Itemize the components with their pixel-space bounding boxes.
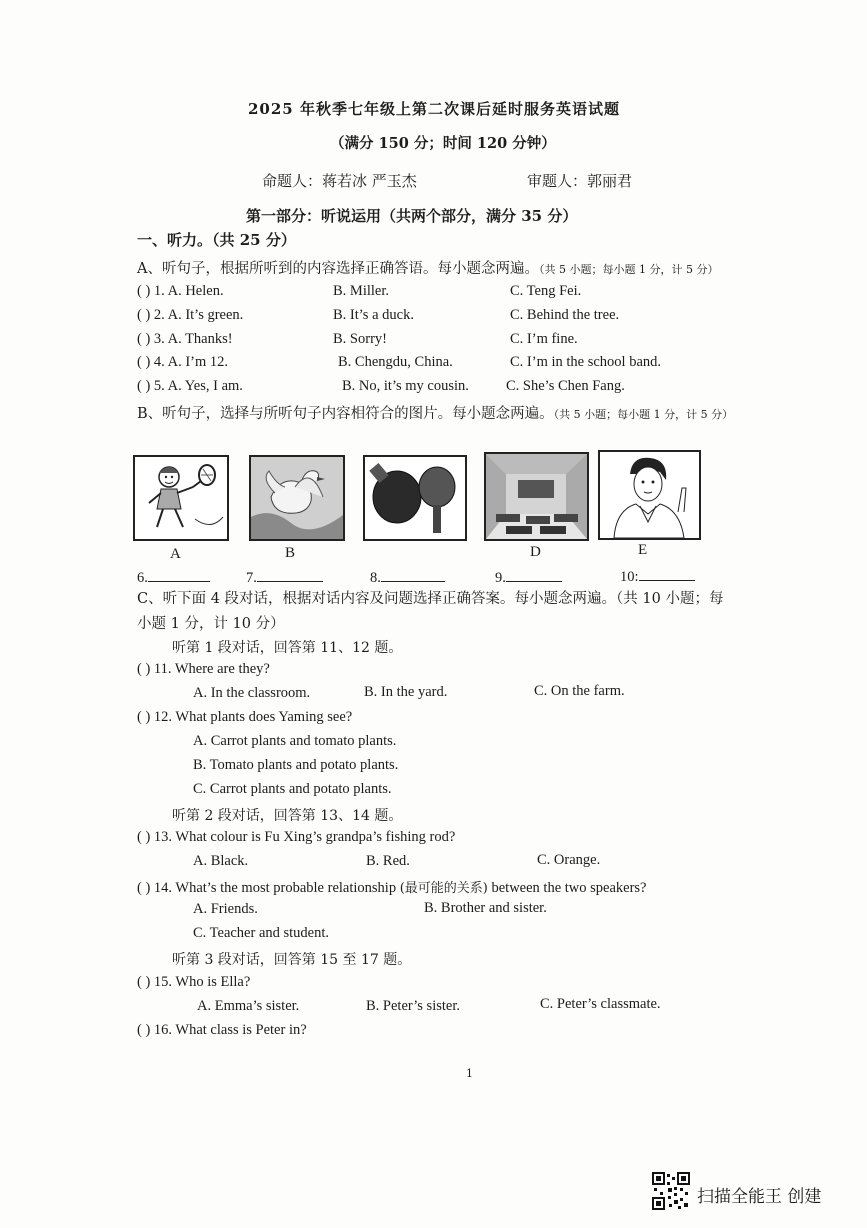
q4-option-b: B. Chengdu, China. bbox=[338, 354, 453, 370]
q14-chinese-gloss: (最可能的关系) bbox=[399, 881, 488, 896]
q3-option-c: C. I’m fine. bbox=[510, 331, 578, 347]
section-b-note: （共 5 小题；每小题 1 分，计 5 分） bbox=[553, 408, 734, 421]
q14-stem-start: ( ) 14. What’s the most probable relationship bbox=[137, 880, 397, 896]
q3-stem: ( ) 3. A. Thanks! bbox=[137, 331, 233, 347]
picture-label-b: B bbox=[285, 545, 296, 561]
picture-label-d: D bbox=[530, 544, 541, 560]
blank-10-label: 10: bbox=[620, 569, 639, 585]
q5-option-c: C. She’s Chen Fang. bbox=[506, 378, 625, 394]
q13-option-b: B. Red. bbox=[366, 853, 410, 869]
q3-option-b: B. Sorry! bbox=[333, 331, 387, 347]
q11-stem: ( ) 11. Where are they? bbox=[137, 661, 270, 677]
q2-option-b: B. It’s a duck. bbox=[333, 307, 414, 323]
blank-7-label: 7. bbox=[246, 570, 257, 586]
section-a-instruction bbox=[137, 257, 718, 278]
q15-stem: ( ) 15. Who is Ella? bbox=[137, 974, 251, 990]
blank-6-label: 6. bbox=[137, 570, 148, 586]
picture-label-a: A bbox=[170, 546, 181, 562]
dialog-1-heading: 听第 1 段对话，回答第 11、12 题。 bbox=[172, 640, 403, 656]
picture-b-duck bbox=[249, 455, 345, 541]
q11-option-b: B. In the yard. bbox=[364, 684, 448, 700]
q12-option-c: C. Carrot plants and potato plants. bbox=[193, 781, 392, 797]
picture-c-ping-pong-paddles bbox=[363, 455, 467, 541]
section-b-instruction bbox=[137, 402, 733, 423]
q1-option-b: B. Miller. bbox=[333, 283, 389, 299]
section-a-instruction-text: A、听句子，根据所听到的内容选择正确答语。每小题念两遍。 bbox=[137, 261, 539, 277]
q15-option-c: C. Peter’s classmate. bbox=[540, 996, 661, 1012]
reviewer: 审题人：郭丽君 bbox=[527, 172, 633, 190]
section-heading: 一、听力。（共 25 分） bbox=[137, 231, 296, 249]
q14-stem-end: between the two speakers? bbox=[491, 880, 647, 896]
qr-code-icon bbox=[652, 1172, 690, 1210]
q13-option-c: C. Orange. bbox=[537, 852, 601, 868]
picture-e-man-pointing bbox=[598, 450, 701, 540]
blank-8-line bbox=[381, 567, 445, 582]
setter: 命题人：蒋若冰 严玉杰 bbox=[262, 172, 417, 190]
q13-option-a: A. Black. bbox=[193, 853, 249, 869]
q13-stem: ( ) 13. What colour is Fu Xing’s grandpa’s fishing rod? bbox=[137, 829, 456, 845]
picture-label-e: E bbox=[638, 542, 648, 558]
q5-option-b: B. No, it’s my cousin. bbox=[342, 378, 469, 394]
dialog-2-heading: 听第 2 段对话，回答第 13、14 题。 bbox=[172, 808, 403, 824]
q16-stem: ( ) 16. What class is Peter in? bbox=[137, 1022, 307, 1038]
answer-blank-7[interactable] bbox=[246, 567, 323, 587]
q14-option-c: C. Teacher and student. bbox=[193, 925, 330, 941]
blank-6-line bbox=[148, 567, 210, 582]
q14-option-b: B. Brother and sister. bbox=[424, 900, 547, 916]
q15-option-b: B. Peter’s sister. bbox=[366, 998, 460, 1014]
scanner-watermark: 扫描全能王 创建 bbox=[697, 1187, 822, 1207]
picture-d-classroom bbox=[484, 452, 589, 541]
section-c-instruction-line2: 小题 1 分，计 10 分） bbox=[137, 616, 285, 632]
blank-9-line bbox=[506, 567, 562, 582]
exam-title: 2025 年秋季七年级上第二次课后延时服务英语试题 bbox=[248, 100, 620, 118]
q15-option-a: A. Emma’s sister. bbox=[197, 998, 300, 1014]
q1-option-c: C. Teng Fei. bbox=[510, 283, 582, 299]
q2-stem: ( ) 2. A. It’s green. bbox=[137, 307, 244, 323]
answer-blank-8[interactable] bbox=[370, 567, 445, 587]
blank-8-label: 8. bbox=[370, 570, 381, 586]
answer-blank-10[interactable] bbox=[620, 566, 695, 586]
q1-stem: ( ) 1. A. Helen. bbox=[137, 283, 224, 299]
section-c-instruction-line1: C、听下面 4 段对话，根据对话内容及问题选择正确答案。每小题念两遍。（共 10 小题；每 bbox=[137, 591, 724, 607]
section-b-instruction-text: B、听句子，选择与所听句子内容相符合的图片。每小题念两遍。 bbox=[137, 406, 554, 422]
part-heading: 第一部分：听说运用（共两个部分，满分 35 分） bbox=[246, 207, 578, 225]
answer-blank-9[interactable] bbox=[495, 567, 562, 587]
blank-10-line bbox=[639, 566, 695, 581]
blank-7-line bbox=[257, 567, 323, 582]
q2-option-c: C. Behind the tree. bbox=[510, 307, 620, 323]
picture-a-child-tennis bbox=[133, 455, 229, 541]
q11-option-c: C. On the farm. bbox=[534, 683, 625, 699]
q5-stem: ( ) 5. A. Yes, I am. bbox=[137, 378, 243, 394]
exam-subtitle: （满分 150 分；时间 120 分钟） bbox=[330, 135, 556, 152]
q12-stem: ( ) 12. What plants does Yaming see? bbox=[137, 709, 353, 725]
section-a-note: （共 5 小题；每小题 1 分，计 5 分） bbox=[538, 263, 719, 276]
q4-option-c: C. I’m in the school band. bbox=[510, 354, 662, 370]
q12-option-b: B. Tomato plants and potato plants. bbox=[193, 757, 399, 773]
page-number: 1 bbox=[466, 1067, 473, 1080]
q12-option-a: A. Carrot plants and tomato plants. bbox=[193, 733, 397, 749]
dialog-3-heading: 听第 3 段对话，回答第 15 至 17 题。 bbox=[172, 952, 412, 968]
q4-stem: ( ) 4. A. I’m 12. bbox=[137, 354, 229, 370]
q14-option-a: A. Friends. bbox=[193, 901, 258, 917]
q11-option-a: A. In the classroom. bbox=[193, 685, 311, 701]
blank-9-label: 9. bbox=[495, 570, 506, 586]
q14-stem bbox=[137, 877, 647, 897]
answer-blank-6[interactable] bbox=[137, 567, 210, 587]
